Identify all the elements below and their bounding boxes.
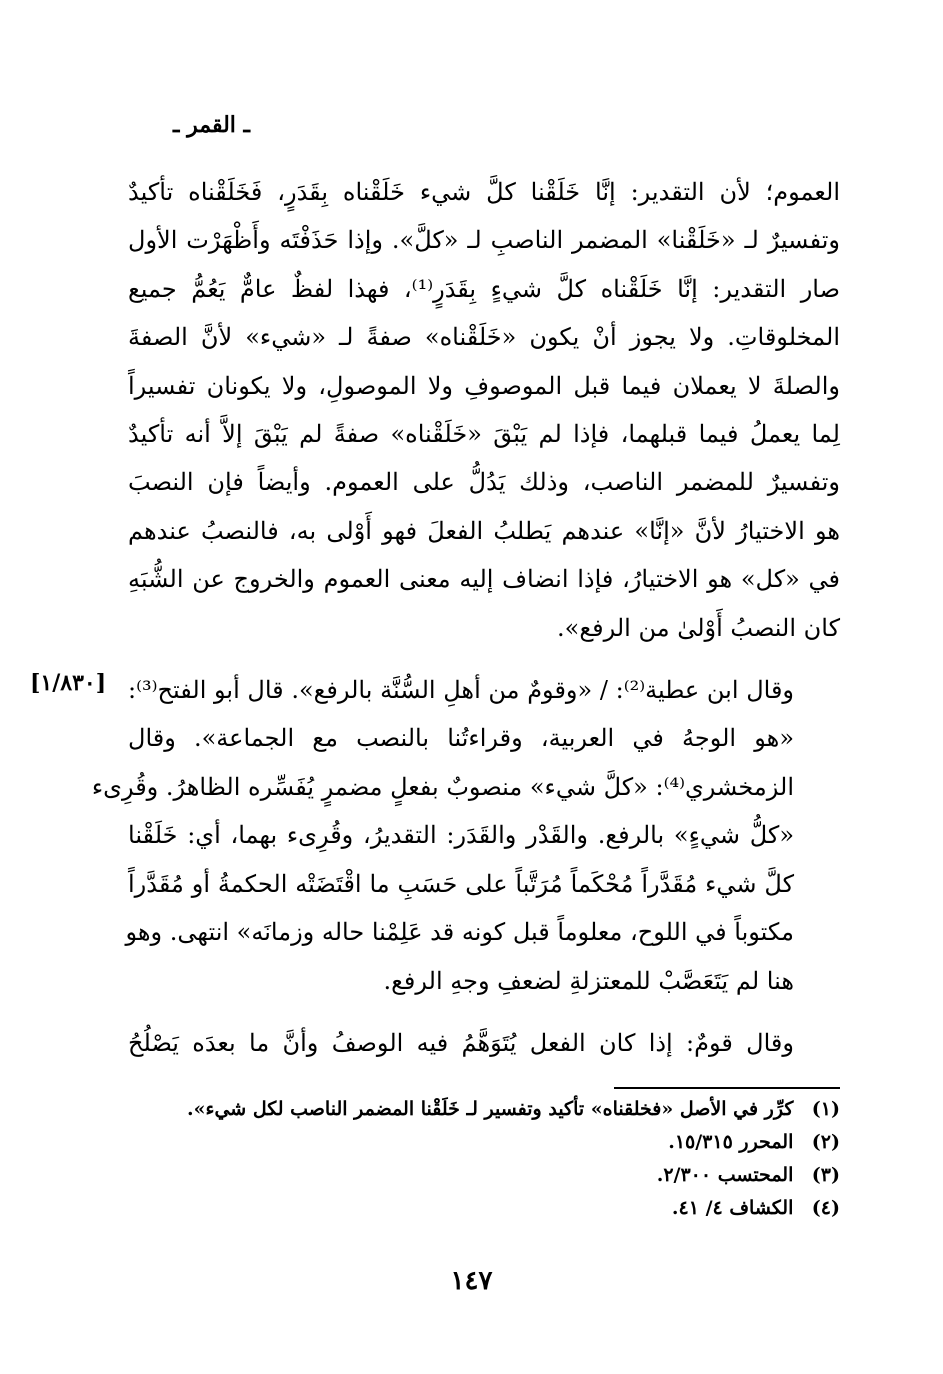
text-line: «هو الوجهُ في العربية، وقراءتُنا بالنصب مع الجماعة». وقال <box>128 724 794 753</box>
page-number: ١٤٧ <box>450 1266 493 1296</box>
text-line: هو الاختيارُ لأنَّ «إنَّا» عندهم يَطلبُ الفعلَ فهو أَوْلى به، فالنصبُ عندهم <box>128 516 840 545</box>
footnote-item <box>128 1126 840 1159</box>
manuscript-folio-marker: [١/٨٣٠] <box>30 670 107 696</box>
text-line: هنا لم يَتَعَصَّبْ للمعتزلةِ لضعفِ وجهِ الرفع. <box>383 966 794 995</box>
text-line: «كلُّ شيءٍ» بالرفع. والقَدْر والقَدَر: التقديرُ، وقُرِىء بهما، أي: خَلَقْنا <box>128 821 794 850</box>
text-line: وتفسيرٌ لـ «خَلَقْنا» المضمر الناصبِ لـ «كلَّ». وإذا حَذَفْتَه وأَظْهَرْت الأول <box>128 226 840 255</box>
text-line: لِما يعملُ فيما قبلهما، فإذا لم يَبْقَ «خَلَقْناه» صفةً لم يَبْقَ إلاَّ أنه تأكيدٌ <box>128 420 840 449</box>
text-line: وقال قومٌ: إذا كان الفعل يُتَوَهَّمُ فيه الوصفُ وأنَّ ما بعدَه يَصْلُحُ <box>128 1028 794 1057</box>
footnote-item <box>128 1192 840 1225</box>
footnote-text: المحرر ١٥/٣١٥. <box>668 1131 794 1153</box>
footnote-text: المحتسب ٢/٣٠٠. <box>656 1164 794 1186</box>
text-line: والصلةَ لا يعملان فيما قبل الموصوفِ ولا الموصولِ، ولا يكونان تفسيراً <box>128 371 840 400</box>
footnote-item <box>128 1159 840 1192</box>
running-head: ـ القمر ـ <box>172 112 250 138</box>
footnotes <box>128 1093 840 1225</box>
text-line: كلَّ شيء مُقَدَّراً مُحْكَماً مُرَتَّباً على حَسَبِ ما اقْتَضَتْه الحكمةُ أو مُقَدَّراً <box>128 869 794 898</box>
paragraph-3 <box>128 1019 840 1067</box>
footnote-separator <box>614 1087 840 1089</box>
footnote-number: (١) <box>811 1098 840 1120</box>
text-line: وقال ابن عطية⁽²⁾: / «وقومٌ من أهلِ السُّنَّة بالرفع». قال أبو الفتح⁽³⁾: <box>128 676 795 705</box>
text-line: كان النصبُ أَوْلىٰ من الرفع». <box>557 613 840 642</box>
text-line: في «كل» هو الاختيارُ، فإذا انضاف إليه معنى العموم والخروج عن الشُّبَهِ <box>128 565 840 594</box>
footnote-number: (٢) <box>811 1131 840 1153</box>
footnote-text: كرِّر في الأصل «فخلقناه» تأكيد وتفسير لـ خَلَقْنا المضمر الناصب لكل شيء». <box>187 1098 794 1120</box>
body-text <box>91 168 840 1067</box>
footnote-number: (٣) <box>811 1164 840 1186</box>
footnote-item <box>128 1093 840 1126</box>
footnote-text: الكشاف ٤/ ٤١. <box>671 1197 794 1219</box>
text-line: صار التقدير: إنَّا خَلَقْناه كلَّ شيءٍ بِقَدَرٍ⁽¹⁾، فهذا لفظٌ عامٌّ يَعُمُّ جميع <box>128 274 840 303</box>
text-line: مكتوباً في اللوح، معلوماً قبل كونه قد عَلِمْنا حاله وزمانَه» انتهى. وهو <box>125 918 794 947</box>
paragraph-1 <box>128 168 840 652</box>
text-line: وتفسيرٌ للمضمر الناصب، وذلك يَدُلُّ على العموم. وأيضاً فإن النصبَ <box>128 468 840 497</box>
footnote-number: (٤) <box>811 1197 840 1219</box>
text-line: المخلوقاتِ. ولا يجوز أنْ يكون «خَلَقْناه» صفةً لـ «شيء» لأنَّ الصفةَ <box>128 323 840 352</box>
paragraph-2 <box>91 666 840 1005</box>
text-line: الزمخشري⁽⁴⁾: «كلَّ شيء» منصوبٌ بفعلٍ مضمرٍ يُفَسِّره الظاهرُ. وقُرِىء <box>91 772 794 801</box>
text-line: العموم؛ لأن التقدير: إنَّا خَلَقْنا كلَّ شيء خَلَقْناه بِقَدَرٍ، فَخَلَقْناه تأكيدٌ <box>128 178 840 206</box>
